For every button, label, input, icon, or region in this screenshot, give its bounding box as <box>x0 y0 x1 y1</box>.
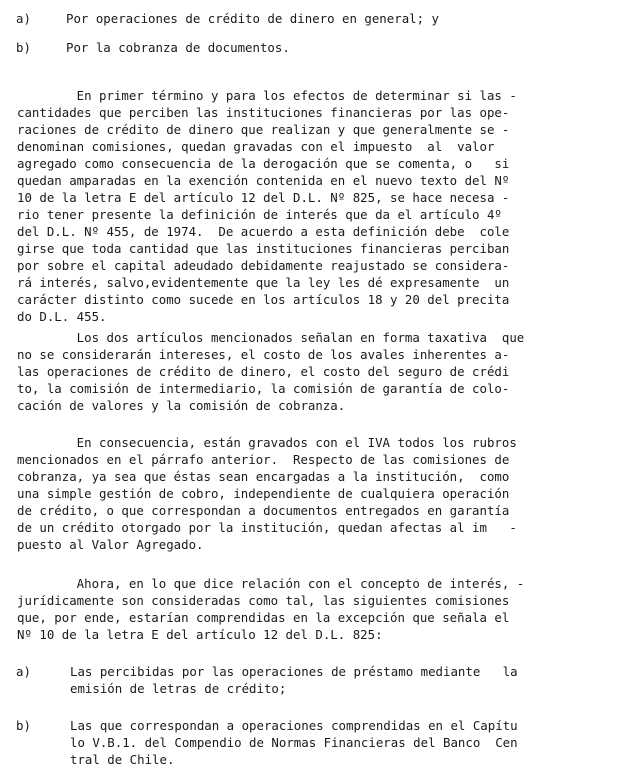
text-line: denominan comisiones, quedan gravadas con el impuesto al valor <box>17 139 495 154</box>
text-line: girse que toda cantidad que las instituciones financieras perciban <box>17 241 510 256</box>
list-item-text: emisión de letras de crédito; <box>70 681 287 696</box>
text-line: carácter distinto como sucede en los artículos 18 y 20 del precita <box>17 292 510 307</box>
text-line: de crédito, o que correspondan a documentos entregados en garantía <box>17 503 510 518</box>
text-line: cantidades que perciben las instituciones financieras por las ope- <box>17 105 510 120</box>
list-marker: a) <box>16 664 31 679</box>
list-item-text: Por operaciones de crédito de dinero en general; y <box>66 11 439 26</box>
text-line: mencionados en el párrafo anterior. Respecto de las comisiones de <box>17 452 510 467</box>
text-line: 10 de la letra E del artículo 12 del D.L. Nº 825, se hace necesa - <box>17 190 510 205</box>
text-line: cación de valores y la comisión de cobranza. <box>17 398 346 413</box>
text-line: del D.L. Nº 455, de 1974. De acuerdo a esta definición debe cole <box>17 224 510 239</box>
list-item-text: tral de Chile. <box>70 752 175 767</box>
text-line: Los dos artículos mencionados señalan en forma taxativa que <box>17 330 525 345</box>
list-item-text: Las que correspondan a operaciones comprendidas en el Capítu <box>70 718 518 733</box>
text-line: que, por ende, estarían comprendidas en la excepción que señala el <box>17 610 510 625</box>
text-line: jurídicamente son consideradas como tal, las siguientes comisiones <box>17 593 510 608</box>
list-marker: b) <box>16 718 31 733</box>
text-line: raciones de crédito de dinero que realizan y que generalmente se - <box>17 122 510 137</box>
list-item-text: Por la cobranza de documentos. <box>66 40 290 55</box>
text-line: de un crédito otorgado por la institución, quedan afectas al im - <box>17 520 517 535</box>
list-marker: b) <box>16 40 31 55</box>
list-marker: a) <box>16 11 31 26</box>
text-line: por sobre el capital adeudado debidamente reajustado se considera- <box>17 258 510 273</box>
text-line: rá interés, salvo,evidentemente que la ley les dé expresamente un <box>17 275 510 290</box>
text-line: cobranza, ya sea que éstas sean encargadas a la institución, como <box>17 469 510 484</box>
list-item-text: Las percibidas por las operaciones de préstamo mediante la <box>70 664 518 679</box>
text-line: puesto al Valor Agregado. <box>17 537 204 552</box>
text-line: una simple gestión de cobro, independiente de cualquiera operación <box>17 486 510 501</box>
text-line: Nº 10 de la letra E del artículo 12 del D.L. 825: <box>17 627 383 642</box>
text-line: En consecuencia, están gravados con el IVA todos los rubros <box>17 435 517 450</box>
text-line: rio tener presente la definición de interés que da el artículo 4º <box>17 207 502 222</box>
text-line: quedan amparadas en la exención contenida en el nuevo texto del Nº <box>17 173 510 188</box>
text-line: no se considerarán intereses, el costo de los avales inherentes a- <box>17 347 510 362</box>
list-item-text: lo V.B.1. del Compendio de Normas Financieras del Banco Cen <box>70 735 518 750</box>
text-line: agregado como consecuencia de la derogación que se comenta, o si <box>17 156 510 171</box>
text-line: do D.L. 455. <box>17 309 107 324</box>
text-line: to, la comisión de intermediario, la comisión de garantía de colo- <box>17 381 510 396</box>
text-line: En primer término y para los efectos de determinar si las - <box>17 88 517 103</box>
text-line: las operaciones de crédito de dinero, el costo del seguro de crédi <box>17 364 510 379</box>
text-line: Ahora, en lo que dice relación con el concepto de interés, - <box>17 576 525 591</box>
